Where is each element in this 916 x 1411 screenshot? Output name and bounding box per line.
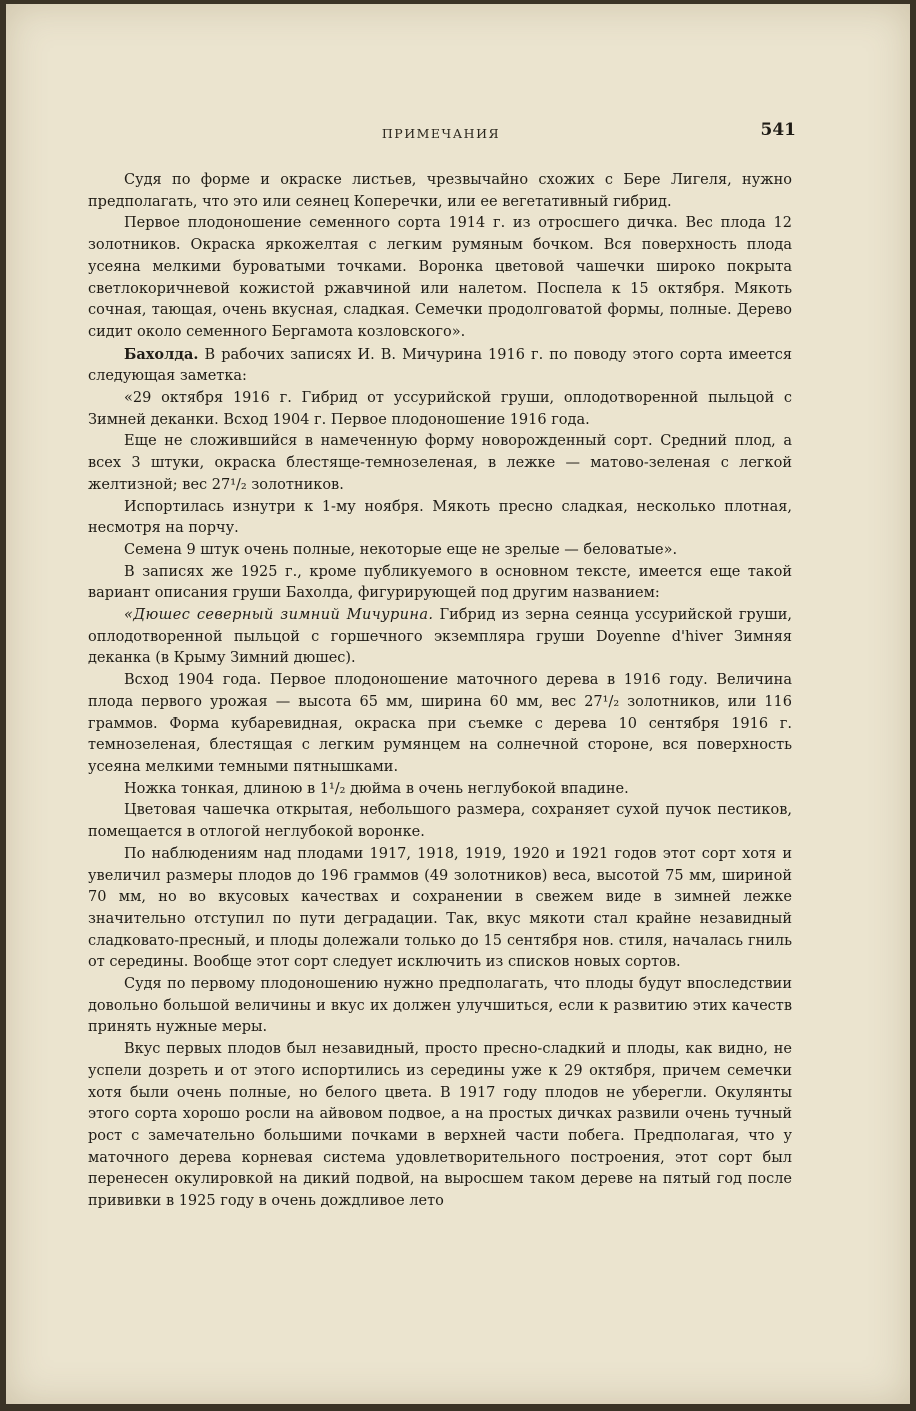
paragraph: Испортилась изнутри к 1-му ноября. Мякоть пресно сладкая, несколько плотная, несмотря на порчу. (88, 498, 792, 537)
paragraph: Вкус первых плодов был незавидный, просто пресно-сладкий и плоды, как видно, не успели дозреть и от этого испортились из середины уже к 29 октября, причем семечки хотя были очень полные, но белого цвета. В 1917 году плодов не уберегли. Окулянты этого сорта хорошо росли на айвовом подвое, а на простых дичках развили очень тучный рост с замечательно большими почками в верхней части побега. Предполагая, что у маточного дерева корневая система удовлетворительного построения, этот сорт был перенесен окулировкой на дикий подвой, на выросшем таком дереве на пятый год после прививки в 1925 году в очень дождливое лето (88, 1041, 792, 1210)
running-head: ПРИМЕЧАНИЯ (381, 126, 501, 141)
variety-name: Бахолда. (124, 345, 199, 363)
paragraph: Ножка тонкая, длиною в 1¹/₂ дюйма в очень неглубокой впадине. (124, 780, 629, 797)
paragraph: Судя по форме и окраске листьев, чрезвычайно схожих с Бере Лигеля, нужно предполагать, что это или сеянец Коперечки, или ее вегетативный гибрид. (88, 172, 792, 210)
paragraph: Судя по первому плодоношению нужно предполагать, что плоды будут впоследствии довольно большой величины и вкус их должен улучшиться, если к развитию этих качеств принять нужные меры. (88, 976, 792, 1036)
page-header (86, 120, 796, 146)
page-number: 541 (760, 120, 796, 140)
paragraph: По наблюдениям над плодами 1917, 1918, 1919, 1920 и 1921 годов этот сорт хотя и увеличил размеры плодов до 196 граммов (49 золотников) веса, высотой 75 мм, шириной 70 мм, но во вкусовых качествах и сохранении в свежем виде в зимней лежке значительно отступил по пути деградации. Так, вкус мякоти стал крайне незавидный сладковато-пресный, и плоды долежали только до 15 сентября нов. стиля, началась гниль от середины. Вообще этот сорт следует исключить из списков новых сортов. (88, 845, 792, 971)
body-text (88, 170, 792, 1213)
variety-alias: «Дюшес северный зимний Мичурина. (124, 607, 434, 624)
paragraph: В записях же 1925 г., кроме публикуемого в основном тексте, имеется еще такой вариант описания груши Бахолда, фигурирующей под другим названием: (88, 563, 792, 602)
book-page (6, 4, 910, 1404)
paragraph: «Дюшес северный зимний Мичурина. Гибрид из зерна сеянца уссурийской груши, оплодотворенной пыльцой с горшечного экземпляра груши Doyenne d'hiver Зимняя деканка (в Крыму Зимний дюшес). (88, 607, 792, 667)
paragraph: Всход 1904 года. Первое плодоношение маточного дерева в 1916 году. Величина плода первого урожая — высота 65 мм, ширина 60 мм, вес 27¹/₂ золотников, или 116 граммов. Форма кубаревидная, окраска при съемке с дерева 10 сентября 1916 г. темнозеленая, блестящая с легким румянцем на солнечной стороне, вся поверхность усеяна мелкими темными пятнышками. (88, 672, 792, 775)
paragraph: Семена 9 штук очень полные, некоторые еще не зрелые — беловатые». (124, 541, 678, 558)
paragraph: Еще не сложившийся в намеченную форму новорожденный сорт. Средний плод, а всех 3 штуки, окраска блестяще-темнозеленая, в лежке — матово-зеленая с легкой желтизной; вес 27¹/₂ золотников. (88, 433, 792, 493)
paragraph: «29 октября 1916 г. Гибрид от уссурийской груши, оплодотворенной пыльцой с Зимней деканки. Всход 1904 г. Первое плодоношение 1916 года. (88, 390, 792, 428)
paragraph: Цветовая чашечка открытая, небольшого размера, сохраняет сухой пучок пестиков, помещается в отлогой неглубокой воронке. (88, 802, 792, 841)
paragraph: Первое плодоношение семенного сорта 1914 г. из отросшего дичка. Вес плода 12 золотников. Окраска яркожелтая с легким румяным бочком. Вся поверхность плода усеяна мелкими буроватыми точками. Воронка цветовой чашечки широко покрыта светлокоричневой кожистой ржавчиной или налетом. Поспела к 15 октября. Мякоть сочная, тающая, очень вкусная, сладкая. Семечки продолговатой формы, полные. Дерево сидит около семенного Бергамота козловского». (88, 215, 792, 340)
paragraph: Бахолда. В рабочих записях И. В. Мичурина 1916 г. по поводу этого сорта имеется следующая заметка: (88, 345, 792, 385)
